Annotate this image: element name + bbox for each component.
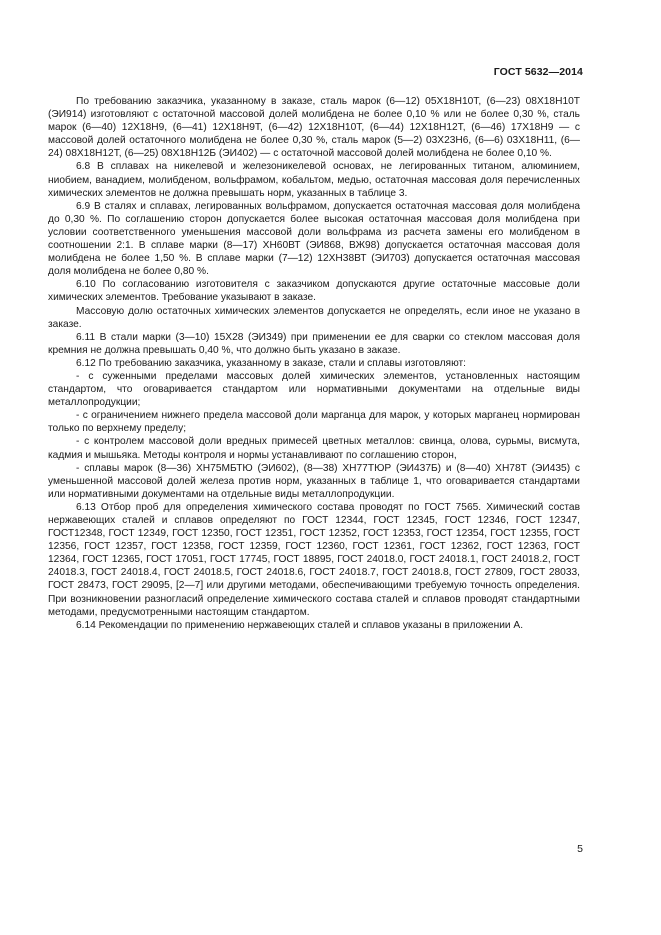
paragraph-6-9: 6.9 В сталях и сплавах, легированных вольфрамом, допускается остаточная массовая доля молибдена до 0,30 %. По соглашению сторон допускается более высокая остаточная массовая доля молибдена при условии соответственного уменьшения массовой доли вольфрама из расчета замены его молибденом в соотношении 2:1. В сплаве марки (8—17) ХН60ВТ (ЭИ868, ВЖ98) допускается остаточная массовая доля молибдена не более 1,50 %. В сплаве марки (7—12) 12ХН38ВТ (ЭИ703) допускается остаточная массовая доля молибдена не более 0,80 %. xyxy=(48,200,580,278)
paragraph-6-8: 6.8 В сплавах на никелевой и железоникелевой основах, не легированных титаном, алюминием, ниобием, ванадием, молибденом, вольфрамом, кобальтом, медью, остаточная массовая доля перечисленных химических элементов не должна превышать норм, указанных в таблице 3. xyxy=(48,161,580,199)
list-item-narrowed-limits: - с суженными пределами массовых долей химических элементов, установленных настоящим стандартом, что оговаривается стандартом или нормативными документами на отдельные виды металлопродукции; xyxy=(48,370,580,409)
paragraph-molybdenum-order: По требованию заказчика, указанному в заказе, сталь марок (6—12) 05Х18Н10Т, (6—23) 08Х18Н10Т (ЭИ914) изготовляют с остаточной массовой долей молибдена не более 0,10 % или не более 0,30 %, сталь марок (6—40) 12Х18Н9, (6—41) 12Х18Н9Т, (6—42) 12Х18Н10Т, (6—44) 12Х18Н12Т, (6—46) 17Х18Н9 — с массовой долей остаточного молибдена не более 0,30 %, сталь марок (5—2) 03Х23Н6, (6—6) 03Х18Н11, (6—24) 08Х18Н12Т, (6—25) 08Х18Н12Б (ЭИ402) — с остаточной массовой долей молибдена не более 0,10 %. xyxy=(48,96,580,160)
paragraph-6-10-note: Массовую долю остаточных химических элементов допускается не определять, если иное не указано в заказе. xyxy=(48,305,580,330)
paragraph-6-14: 6.14 Рекомендации по применению нержавеющих сталей и сплавов указаны в приложении А. xyxy=(76,619,524,631)
paragraph-6-10: 6.10 По согласованию изготовителя с заказчиком допускаются другие остаточные массовые доли химических элементов. Требование указывают в заказе. xyxy=(48,279,580,304)
document-body xyxy=(48,95,580,632)
paragraph-6-13: 6.13 Отбор проб для определения химического состава проводят по ГОСТ 7565. Химический состав нержавеющих сталей и сплавов определяют по ГОСТ 12344, ГОСТ 12345, ГОСТ 12346, ГОСТ 12347, ГОСТ12348, ГОСТ 12349, ГОСТ 12350, ГОСТ 12351, ГОСТ 12352, ГОСТ 12353, ГОСТ 12354, ГОСТ 12355, ГОСТ 12356, ГОСТ 12357, ГОСТ 12358, ГОСТ 12359, ГОСТ 12360, ГОСТ 12361, ГОСТ 12362, ГОСТ 12363, ГОСТ 12364, ГОСТ 12365, ГОСТ 17051, ГОСТ 17745, ГОСТ 18895, ГОСТ 24018.0, ГОСТ 24018.1, ГОСТ 24018.2, ГОСТ 24018.3, ГОСТ 24018.4, ГОСТ 24018.5, ГОСТ 24018.6, ГОСТ 24018.7, ГОСТ 24018.8, ГОСТ 27809, ГОСТ 28033, ГОСТ 28473, ГОСТ 29095, [2—7] или другими методами, обеспечивающими требуемую точность определения. При возникновении разногласий определение химического состава сталей и сплавов проводят стандартными методами, предусмотренными настоящим стандартом. xyxy=(48,501,580,618)
paragraph-6-12: 6.12 По требованию заказчика, указанному в заказе, стали и сплавы изготовляют: xyxy=(76,357,466,369)
list-item-impurities-control: - с контролем массовой доли вредных примесей цветных металлов: свинца, олова, сурьмы, висмута, кадмия и мышьяка. Методы контроля и нормы устанавливают по соглашению сторон, xyxy=(48,436,580,461)
paragraph-6-11: 6.11 В стали марки (3—10) 15Х28 (ЭИ349) при применении ее для сварки со стеклом массовая доля кремния не должна превышать 0,40 %, что должно быть указано в заказе. xyxy=(48,331,580,356)
document-code: ГОСТ 5632—2014 xyxy=(493,66,583,78)
page-number: 5 xyxy=(577,843,583,855)
list-item-reduced-iron: - сплавы марок (8—36) ХН75МБТЮ (ЭИ602), (8—38) ХН77ТЮР (ЭИ437Б) и (8—40) ХН78Т (ЭИ435) с уменьшенной массовой долей железа против норм, указанных в таблице 1, что оговаривается стандартами или нормативными документами на отдельные виды металлопродукции. xyxy=(48,462,580,500)
list-item-manganese-limit: - с ограничением нижнего предела массовой доли марганца для марок, у которых марганец нормирован только по верхнему пределу; xyxy=(48,410,580,435)
